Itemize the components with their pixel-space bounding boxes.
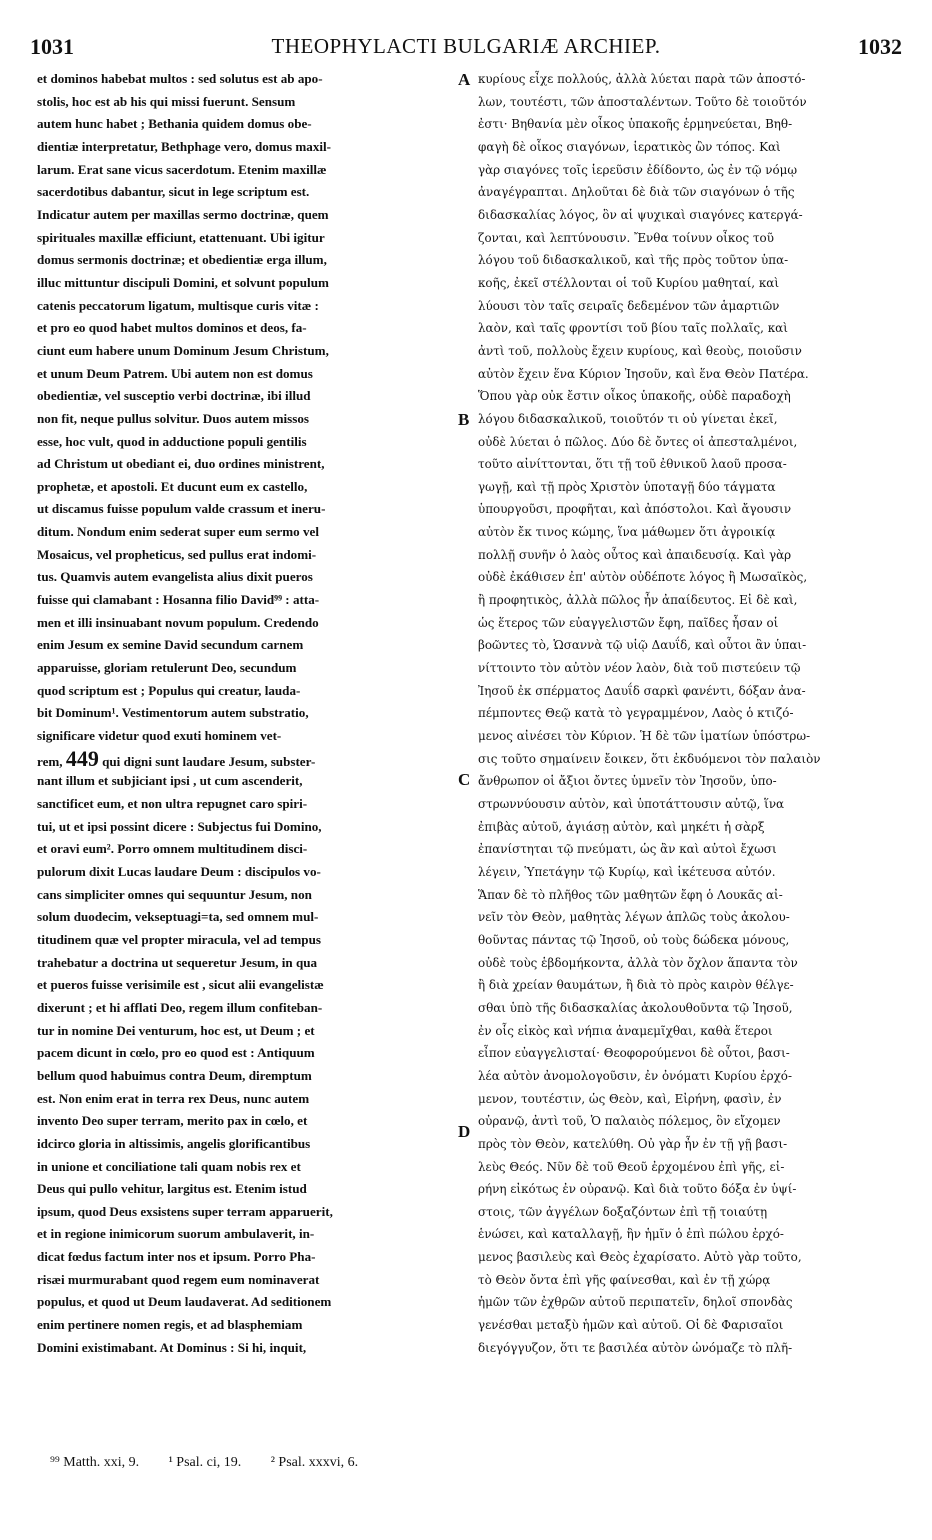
greek-text-line: ἐπιβὰς αὐτοῦ, ἁγιάσῃ αὐτὸν, καὶ μηκέτι ἡ σὰρξ (478, 819, 765, 834)
greek-text-line: σθαι ὑπὸ τῆς διδασκαλίας ἀκολουθοῦντα τῷ Ἰησοῦ, (478, 1000, 793, 1015)
column-number: 449 (65, 747, 99, 771)
latin-text-line: cans simpliciter omnes qui sequuntur Jesum, non (37, 886, 312, 902)
greek-text-line: ὡς ἕτερος τῶν εὐαγγελιστῶν ἔφη, παῖδες ἦσαν οἱ (478, 615, 779, 630)
latin-text-line: spirituales maxillæ efficiunt, etattenuant. Ubi igitur (37, 229, 325, 245)
greek-text-line: Ἰησοῦ ἐκ σπέρματος Δαυΐδ σαρκὶ φανέντι, δόξαν ἀνα- (478, 683, 806, 698)
greek-text-line: Ὅπου γὰρ οὐκ ἔστιν οἶκος ὑπακοῆς, οὐδὲ παραδοχὴ (478, 389, 791, 404)
latin-text-line: in unione et conciliatione tali quam nobis rex et (37, 1158, 301, 1174)
latin-text-line: sacerdotibus dabantur, sicut in lege scriptum est. (37, 184, 310, 200)
greek-text-line: διεγόγγυζον, ὅτι τε βασιλέα αὐτὸν ὠνόμαζε τὸ πλῆ- (478, 1340, 793, 1355)
greek-text-line: οὐρανῷ, ἀντὶ τοῦ, Ὁ παλαιὸς πόλεμος, ὃν εἴχομεν (478, 1114, 781, 1129)
greek-text-line: ἡμῶν τῶν ἐχθρῶν αὐτοῦ περιπατεῖν, δηλοῖ σπονδὰς (478, 1295, 793, 1310)
page-number-left: 1031 (30, 34, 74, 59)
greek-text-line: λέα αὐτὸν ἀνομολογοῦσιν, ἐν ὀνόματι Κυρίου ἐρχό- (478, 1068, 792, 1083)
latin-text-line: enim Jesum ex semine David secundum carnem (37, 637, 304, 653)
greek-text-line: ἐν οἷς εἰκὸς καὶ νήπια ἀναμεμῖχθαι, καθὰ ἕτεροι (478, 1023, 773, 1038)
greek-text-line: λων, τουτέστι, τῶν ἀποσταλέντων. Τοῦτο δὲ τοιοῦτόν (478, 94, 807, 109)
latin-text-line: quod scriptum est ; Populus qui creatur, lauda- (37, 682, 301, 698)
greek-text-line: ἀναγέγραπται. Δηλοῦται δὲ διὰ τῶν σιαγόνων ὁ τῆς (478, 185, 795, 200)
greek-text-line: πολλῇ συνῆν ὁ λαὸς οὗτος καὶ ἀπαιδευσίᾳ. Καὶ γὰρ (478, 547, 792, 562)
greek-text-line: φαγὴ δὲ οἶκος σιαγόνων, ἱερατικὸς ὢν τόπος. Καὶ (478, 139, 781, 154)
latin-text-line: et in regione inimicorum suorum ambulaverit, in- (37, 1226, 315, 1242)
greek-text-line: οὐδὲ τοὺς ἑβδομήκοντα, ἀλλὰ τὸν ὄχλον ἅπαντα τὸν (478, 955, 798, 970)
latin-text-fragment: qui digni sunt laudare Jesum, subster- (98, 753, 316, 769)
greek-text-line: κοῆς, ἐκεῖ στέλλονται οἱ τοῦ Κυρίου μαθηταί, καὶ (478, 275, 779, 290)
latin-text-line: apparuisse, gloriam retulerunt Deo, secundum (37, 660, 297, 676)
latin-text-line: ad Christum ut obediant ei, duo ordines ministrent, (37, 456, 325, 472)
latin-text-line: invento Deo super terram, merito pax in cœlo, et (37, 1113, 308, 1129)
latin-text-line: tus. Quamvis autem evangelista alius dixit pueros (37, 569, 313, 585)
latin-text-line: tur in nomine Dei venturum, hoc est, ut Deum ; et (37, 1022, 315, 1038)
page-number-right: 1032 (858, 34, 902, 59)
latin-text-line: ut discamus fuisse populum valde crassum et ineru- (37, 501, 326, 517)
margin-marker-c: C (458, 770, 471, 789)
latin-text-line: et pro eo quod habet multos dominos et deos, fa- (37, 320, 307, 336)
greek-text-line: σις τοῦτο σημαίνειν ἔοικεν, ὅτι ἐκδυόμενοι τὸν παλαιὸν (478, 751, 821, 766)
latin-text-line: ipsum, quod Deus exsistens super terram apparuerit, (37, 1203, 333, 1219)
footnotes (50, 1455, 750, 1471)
greek-text-line: πέμποντες Θεῷ κατὰ τὸ γεγραμμένον, Λαὸς ὁ κτιζό- (478, 706, 794, 721)
latin-text-line: autem hunc habet ; Bethania quidem domus obe- (37, 116, 312, 132)
latin-text-line: sanctificet eum, et non ultra repugnet caro spiri- (37, 796, 308, 811)
greek-text-line: ζονται, καὶ λεπτύνουσιν. Ἔνθα τοίνυν οἶκος τοῦ (478, 230, 774, 245)
greek-text-line: στρωννύουσιν αὐτὸν, καὶ ὑποτάττουσιν αὐτῷ, ἵνα (478, 797, 785, 811)
greek-text-line: ἑνώσει, καὶ καταλλαγῇ, ἣν ἡμῖν ὁ ἐπὶ πώλου ἐρχό- (478, 1227, 784, 1242)
latin-text-line: et pueros fuisse verisimile est , sicut alii evangelistæ (37, 977, 324, 993)
greek-text-line: ἐστι· Βηθανία μὲν οἶκος ὑπακοῆς ἑρμηνεύεται, Βηθ- (478, 117, 793, 132)
margin-marker-a: A (458, 70, 471, 89)
greek-text-line: λεὺς Θεός. Νῦν δὲ τοῦ Θεοῦ ἐρχομένου ἐπὶ γῆς, εἰ- (478, 1159, 785, 1174)
latin-text-line: titudinem quæ vel propter miracula, vel ad tempus (37, 931, 321, 947)
latin-text-line: larum. Erat sane vicus sacerdotum. Etenim maxillæ (37, 161, 327, 177)
greek-text-line: θοῦντας πάντας τῷ Ἰησοῦ, οὐ τοὺς δώδεκα μόνους, (478, 932, 790, 947)
greek-text-line: ρήνη εἰκότως ἐν οὐρανῷ. Καὶ διὰ τοῦτο δόξα ἐν ὑψί- (478, 1182, 797, 1197)
latin-text-line: trahebatur a doctrina ut sequeretur Jesum, in qua (37, 954, 318, 970)
latin-text-line: et unum Deum Patrem. Ubi autem non est domus (37, 365, 313, 381)
greek-text-line: ἢ διὰ χρείαν θαυμάτων, ἢ διὰ τὸ πρὸς καιρὸν θέλγε- (478, 978, 794, 993)
greek-text-line: γωγῇ, καὶ τῇ πρὸς Χριστὸν ὑποταγῇ δύο τάγματα (478, 479, 776, 494)
latin-text-line: men et illi insinuabant novum populum. Credendo (37, 614, 319, 630)
latin-text-line: et dominos habebat multos : sed solutus est ab apo- (37, 71, 323, 86)
greek-column (478, 68, 906, 1359)
latin-text-fragment: rem, (37, 753, 66, 769)
greek-text-line: διδασκαλίας λόγος, ὃν αἱ ψυχικαὶ σιαγόνες κατεργά- (478, 207, 803, 222)
greek-text-line: νίττοιντο τὸν αὐτὸν νέον λαὸν, διὰ τοῦ πιστεύειν τῷ (478, 661, 801, 676)
latin-text-line: fuisse qui clamabant : Hosanna filio David⁹⁹ : atta- (37, 592, 320, 608)
greek-text-line: στοις, τῶν ἀγγέλων δοξαζόντων ἐπὶ τῇ τοιαύτῃ (478, 1204, 768, 1219)
latin-text-line: non fit, neque pullus solvitur. Duos autem missos (37, 410, 310, 426)
greek-text-line: αὐτὸν ἔχειν ἕνα Κύριον Ἰησοῦν, καὶ ἕνα Θεὸν Πατέρα. (478, 366, 809, 381)
latin-text-line: enim pertinere nomen regis, et ad blasphemiam (37, 1317, 303, 1333)
latin-text-line: illuc mittuntur discipuli Domini, et solvunt populum (37, 274, 329, 290)
latin-text-line: dientiæ interpretatur, Bethphage vero, domus maxil- (37, 138, 332, 154)
latin-text-line: risæi murmurabant quod regem eum nominaverat (37, 1271, 320, 1287)
greek-text-line: λύουσι τὸν ταῖς σειραῖς δεδεμένον τῶν ἁμαρτιῶν (478, 298, 780, 313)
latin-text-line: et oravi eum². Porro omnem multitudinem disci- (37, 841, 308, 857)
latin-text-line: catenis peccatorum ligatum, multisque curis vitæ : (37, 297, 319, 313)
latin-column (37, 68, 455, 1359)
latin-text-line: est. Non enim erat in terra rex Deus, nunc autem (37, 1090, 310, 1106)
greek-text-line: λόγου τοῦ διδασκαλικοῦ, καὶ τῆς πρὸς τοῦτον ὑπα- (478, 253, 789, 268)
latin-text-line: domus sermonis doctrinæ; et obedientiæ erga illum, (37, 252, 327, 268)
latin-text-line: esse, hoc vult, quod in adductione populi gentilis (37, 433, 307, 449)
latin-text-line: nant illum et subjiciant ipsi , ut cum ascenderit, (37, 773, 303, 789)
latin-text-line: Indicatur autem per maxillas sermo doctrinæ, quem (37, 206, 329, 222)
latin-text-line: bellum quod habuimus contra Deum, diremptum (37, 1067, 312, 1083)
latin-text-line: tui, ut et ipsi possint dicere : Subjectus fui Domino, (37, 818, 322, 834)
latin-text-line: obedientiæ, vel susceptio verbi doctrinæ, ibi illud (37, 388, 311, 404)
greek-text-line: γὰρ σιαγόνες τοῖς ἱερεῦσιν ἐδίδοντο, ὡς ἐν τῷ νόμῳ (478, 162, 798, 177)
page-header (30, 34, 902, 64)
greek-text-line: λέγειν, Ὑπετάγην τῷ Κυρίῳ, καὶ ἱκέτευσα αὐτόν. (478, 864, 776, 879)
greek-text-line: λόγου διδασκαλικοῦ, τοιοῦτόν τι οὐ γίνεται ἐκεῖ, (478, 411, 778, 426)
greek-text-line: μενον, τουτέστιν, ὡς Θεὸν, καὶ, Εἰρήνη, φασὶν, ἐν (478, 1091, 782, 1106)
latin-text-line: ditum. Nondum enim sederat super eum sermo vel (37, 524, 319, 540)
greek-text-line: ὑπουργοῦσι, προφῆται, καὶ ἀπόστολοι. Καὶ ἄγουσιν (478, 502, 792, 517)
latin-text-line (37, 748, 455, 771)
greek-text-line: οὐδὲ ἐκάθισεν ἐπ' αὐτὸν οὐδέποτε λόγος ἢ Μωσαϊκὸς, (478, 570, 808, 585)
greek-text-line: ἀντὶ τοῦ, πολλοὺς ἔχειν κυρίους, καὶ θεοὺς, ποιοῦσιν (478, 343, 802, 358)
greek-text-line: οὐδὲ λύεται ὁ πῶλος. Δύο δὲ ὄντες οἱ ἀπεσταλμένοι, (478, 434, 798, 449)
greek-text-line: μενος αἰνέσει τὸν Κύριον. Ἡ δὲ τῶν ἱματίων ὑπόστρω- (478, 729, 811, 744)
greek-text-line: λαὸν, καὶ ταῖς φροντίσι τοῦ βίου ταῖς πολλαῖς, καὶ (478, 321, 788, 336)
latin-text-line: ciunt eum habere unum Dominum Jesum Christum, (37, 342, 329, 358)
latin-text-line: idcirco gloria in altissimis, angelis glorificantibus (37, 1135, 311, 1151)
greek-text-line: νεῖν τὸν Θεὸν, μαθητὰς λέγων ἁπλῶς τοὺς ἀκολου- (478, 910, 790, 925)
greek-text-line: γενέσθαι μεταξὺ ἡμῶν καὶ αὐτοῦ. Οἱ δὲ Φαρισαῖοι (478, 1318, 784, 1333)
latin-text-line: populus, et quod ut Deum laudaverat. Ad seditionem (37, 1294, 332, 1310)
latin-text-line: Deus qui pullo vehitur, largitus est. Etenim istud (37, 1181, 307, 1197)
latin-text-line: dixerunt ; et hi afflati Deo, regem illum confiteban- (37, 999, 323, 1015)
latin-text-line: stolis, hoc est ab his qui missi fuerunt. Sensum (37, 93, 296, 109)
greek-text-line: τοῦτο αἰνίττονται, ὅτι τῇ τοῦ ἐθνικοῦ λαοῦ προσα- (478, 457, 787, 472)
footnote: ² Psal. xxxvi, 6. (270, 1455, 359, 1470)
latin-text-line: dicat fœdus factum inter nos et ipsum. Porro Pha- (37, 1249, 316, 1265)
greek-text-line: Ἅπαν δὲ τὸ πλῆθος τῶν μαθητῶν ἔφη ὁ Λουκᾶς αἰ- (478, 887, 783, 902)
latin-text-line: pulorum dixit Lucas laudare Deum : discipulos vo- (37, 863, 321, 879)
greek-text-line: βοῶντες τὸ, Ὡσαννὰ τῷ υἱῷ Δαυΐδ, καὶ οὗτοι ἂν ὑπαι- (478, 638, 807, 653)
latin-text-line: bit Dominum¹. Vestimentorum autem substratio, (37, 705, 309, 721)
greek-text-line: κυρίους εἶχε πολλούς, ἀλλὰ λύεται παρὰ τῶν ἀποστό- (478, 72, 806, 86)
greek-text-line: πρὸς τὸν Θεὸν, κατελύθη. Οὐ γὰρ ἦν ἐν τῇ γῇ βασι- (478, 1136, 788, 1151)
latin-text-line: significare videtur quod exuti hominem vet- (37, 728, 282, 744)
latin-text-line: prophetæ, et apostoli. Et ducunt eum ex castello, (37, 478, 308, 494)
latin-text-line: solum duodecim, vekseptuagi=ta, sed omnem mul- (37, 909, 319, 925)
greek-text-line: ἐπανίστηται τῷ πνεύματι, ὡς ἂν καὶ αὐτοὶ ἔχωσι (478, 842, 777, 857)
latin-text-line: Mosaicus, vel propheticus, sed pullus erat indomi- (37, 546, 317, 562)
latin-text-line: pacem dicunt in cœlo, pro eo quod est : Antiquum (37, 1045, 315, 1061)
greek-text-line: ἢ προφητικὸς, ἀλλὰ πῶλος ἦν ἀπαίδευτος. Εἰ δὲ καὶ, (478, 593, 798, 608)
greek-text-line: μενος βασιλεὺς καὶ Θεὸς ἐχαρίσατο. Αὐτὸ γὰρ τοῦτο, (478, 1250, 802, 1265)
footnote: ¹ Psal. ci, 19. (168, 1455, 242, 1470)
footnote: ⁹⁹ Matth. xxi, 9. (50, 1455, 140, 1470)
greek-text-line: τὸ Θεὸν ὄντα ἐπὶ γῆς φαίνεσθαι, καὶ ἐν τῇ χώρᾳ (478, 1272, 771, 1287)
greek-text-line: αὐτὸν ἔκ τινος κώμης, ἵνα μάθωμεν ὅτι ἀγροικίᾳ (478, 525, 776, 540)
latin-text-line: Domini existimabant. At Dominus : Si hi, inquit, (37, 1339, 307, 1355)
running-title: THEOPHYLACTI BULGARIÆ ARCHIEP. (271, 34, 661, 58)
greek-text-line: ἄνθρωπον οἱ ἄξιοι ὄντες ὑμνεῖν τὸν Ἰησοῦν, ὑπο- (478, 774, 777, 789)
margin-marker-d: D (458, 1122, 471, 1141)
margin-marker-b: B (458, 410, 470, 429)
greek-text-line: εἶπον εὐαγγελισταί· Θεοφορούμενοι δὲ οὗτοι, βασι- (478, 1046, 790, 1061)
